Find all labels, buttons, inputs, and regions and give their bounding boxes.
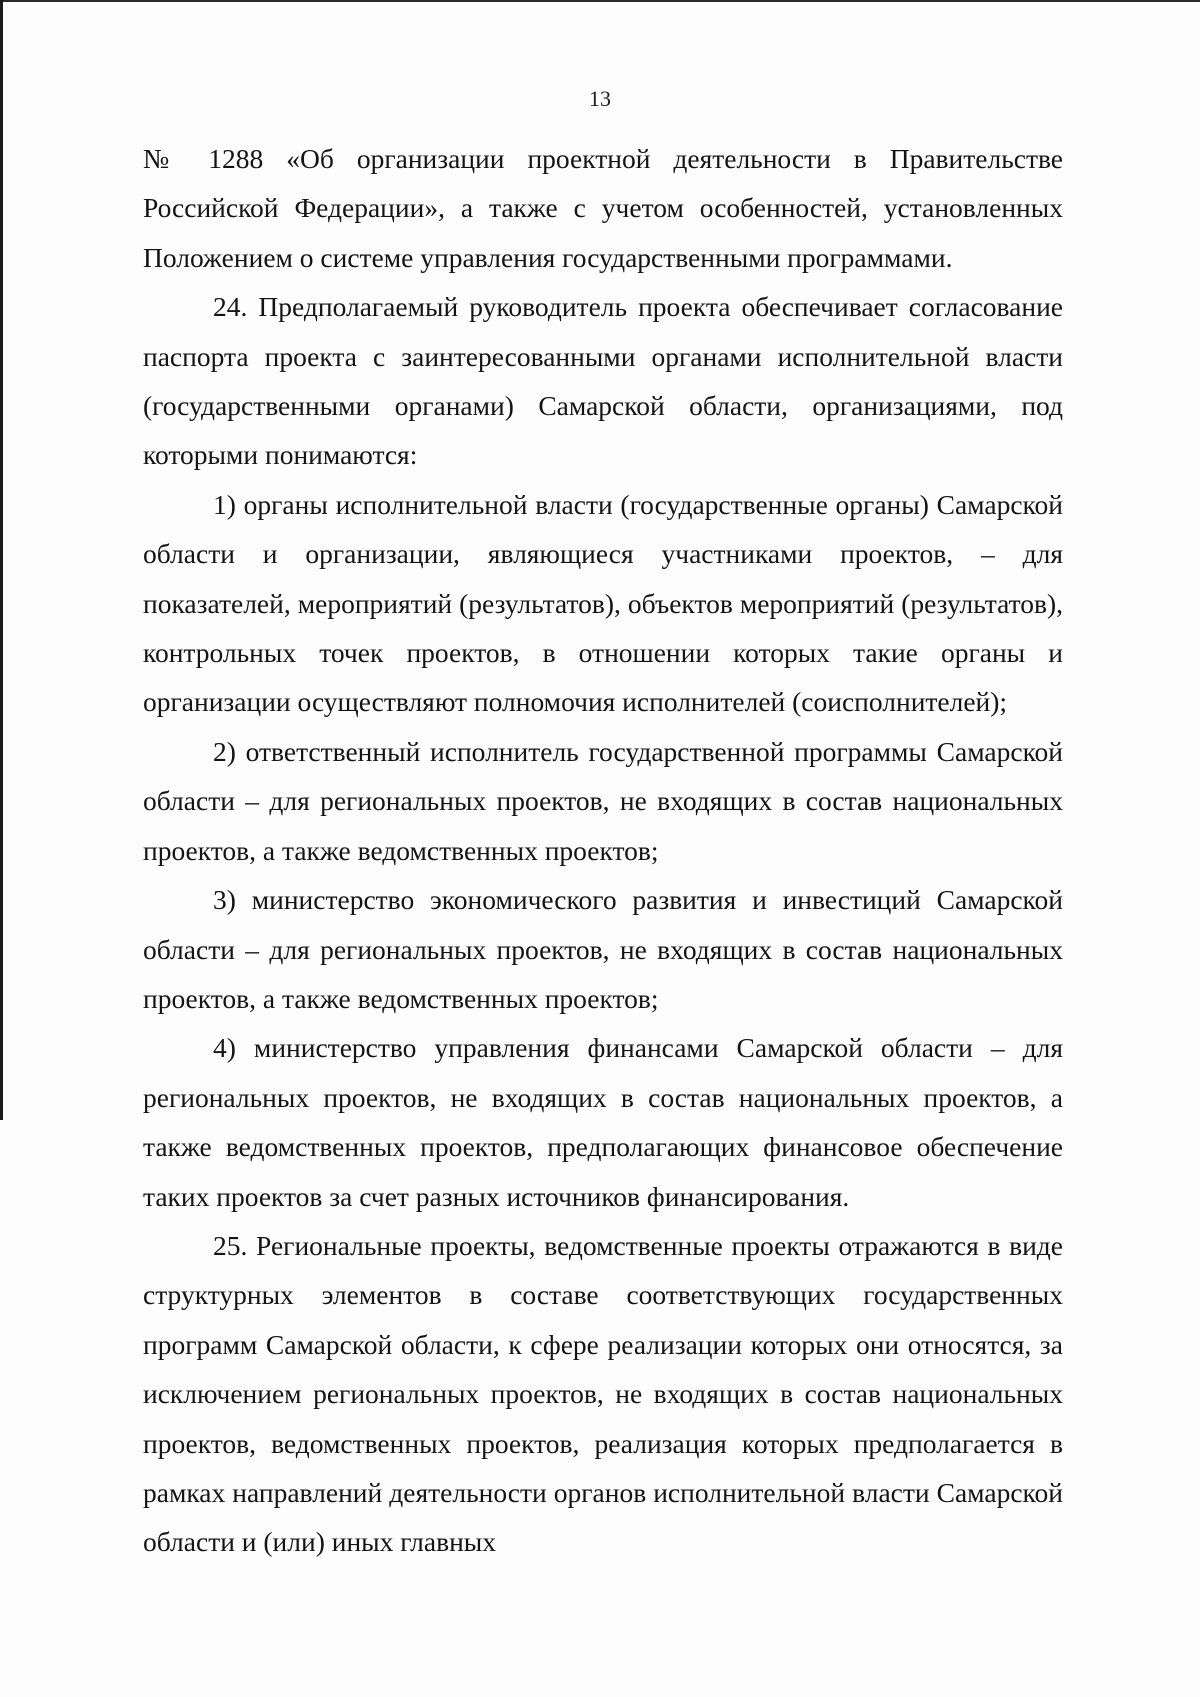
paragraph-item-1: 1) органы исполнительной власти (государственные органы) Самарской области и организации, являющиеся участниками проектов, – для показателей, мероприятий (результатов), объектов мероприятий (результатов), контрольных точек проектов, в отношении которых такие органы и организации осуществляют полномочия исполнителей (соисполнителей); [143,488,1063,718]
paragraph-continuation: № 1288 «Об организации проектной деятельности в Правительстве Российской Федерации», а также с учетом особенностей, установленных Положением о системе управления государственными программами. [143,143,1063,273]
paragraph-item-3: 3) министерство экономического развития и инвестиций Самарской области – для региональных проектов, не входящих в состав национальных проектов, а также ведомственных проектов; [143,884,1063,1014]
paragraph-item-2: 2) ответственный исполнитель государственной программы Самарской области – для региональных проектов, не входящих в состав национальных проектов, а также ведомственных проектов; [143,735,1063,866]
scan-edge-top [0,0,1200,2]
paragraph-item-4: 4) министерство управления финансами Самарской области – для региональных проектов, не входящих в состав национальных проектов, а также ведомственных проектов, предполагающих финансовое обеспечение таких проектов за счет разных источников финансирования. [143,1032,1063,1212]
scan-edge-left [0,0,3,1120]
page-number: 13 [589,86,611,111]
paragraph-24: 24. Предполагаемый руководитель проекта обеспечивает согласование паспорта проекта с заинтересованными органами исполнительной власти (государственными органами) Самарской области, организациями, под которыми понимаются: [143,291,1063,471]
document-body [143,134,1063,1567]
paragraph-25: 25. Региональные проекты, ведомственные проекты отражаются в виде структурных элементов в составе соответствующих государственных программ Самарской области, к сфере реализации которых они относятся, за исключением региональных проектов, не входящих в состав национальных проектов, ведомственных проектов, реализация которых предполагается в рамках направлений деятельности органов исполнительной власти Самарской области и (или) иных главных [143,1229,1063,1558]
